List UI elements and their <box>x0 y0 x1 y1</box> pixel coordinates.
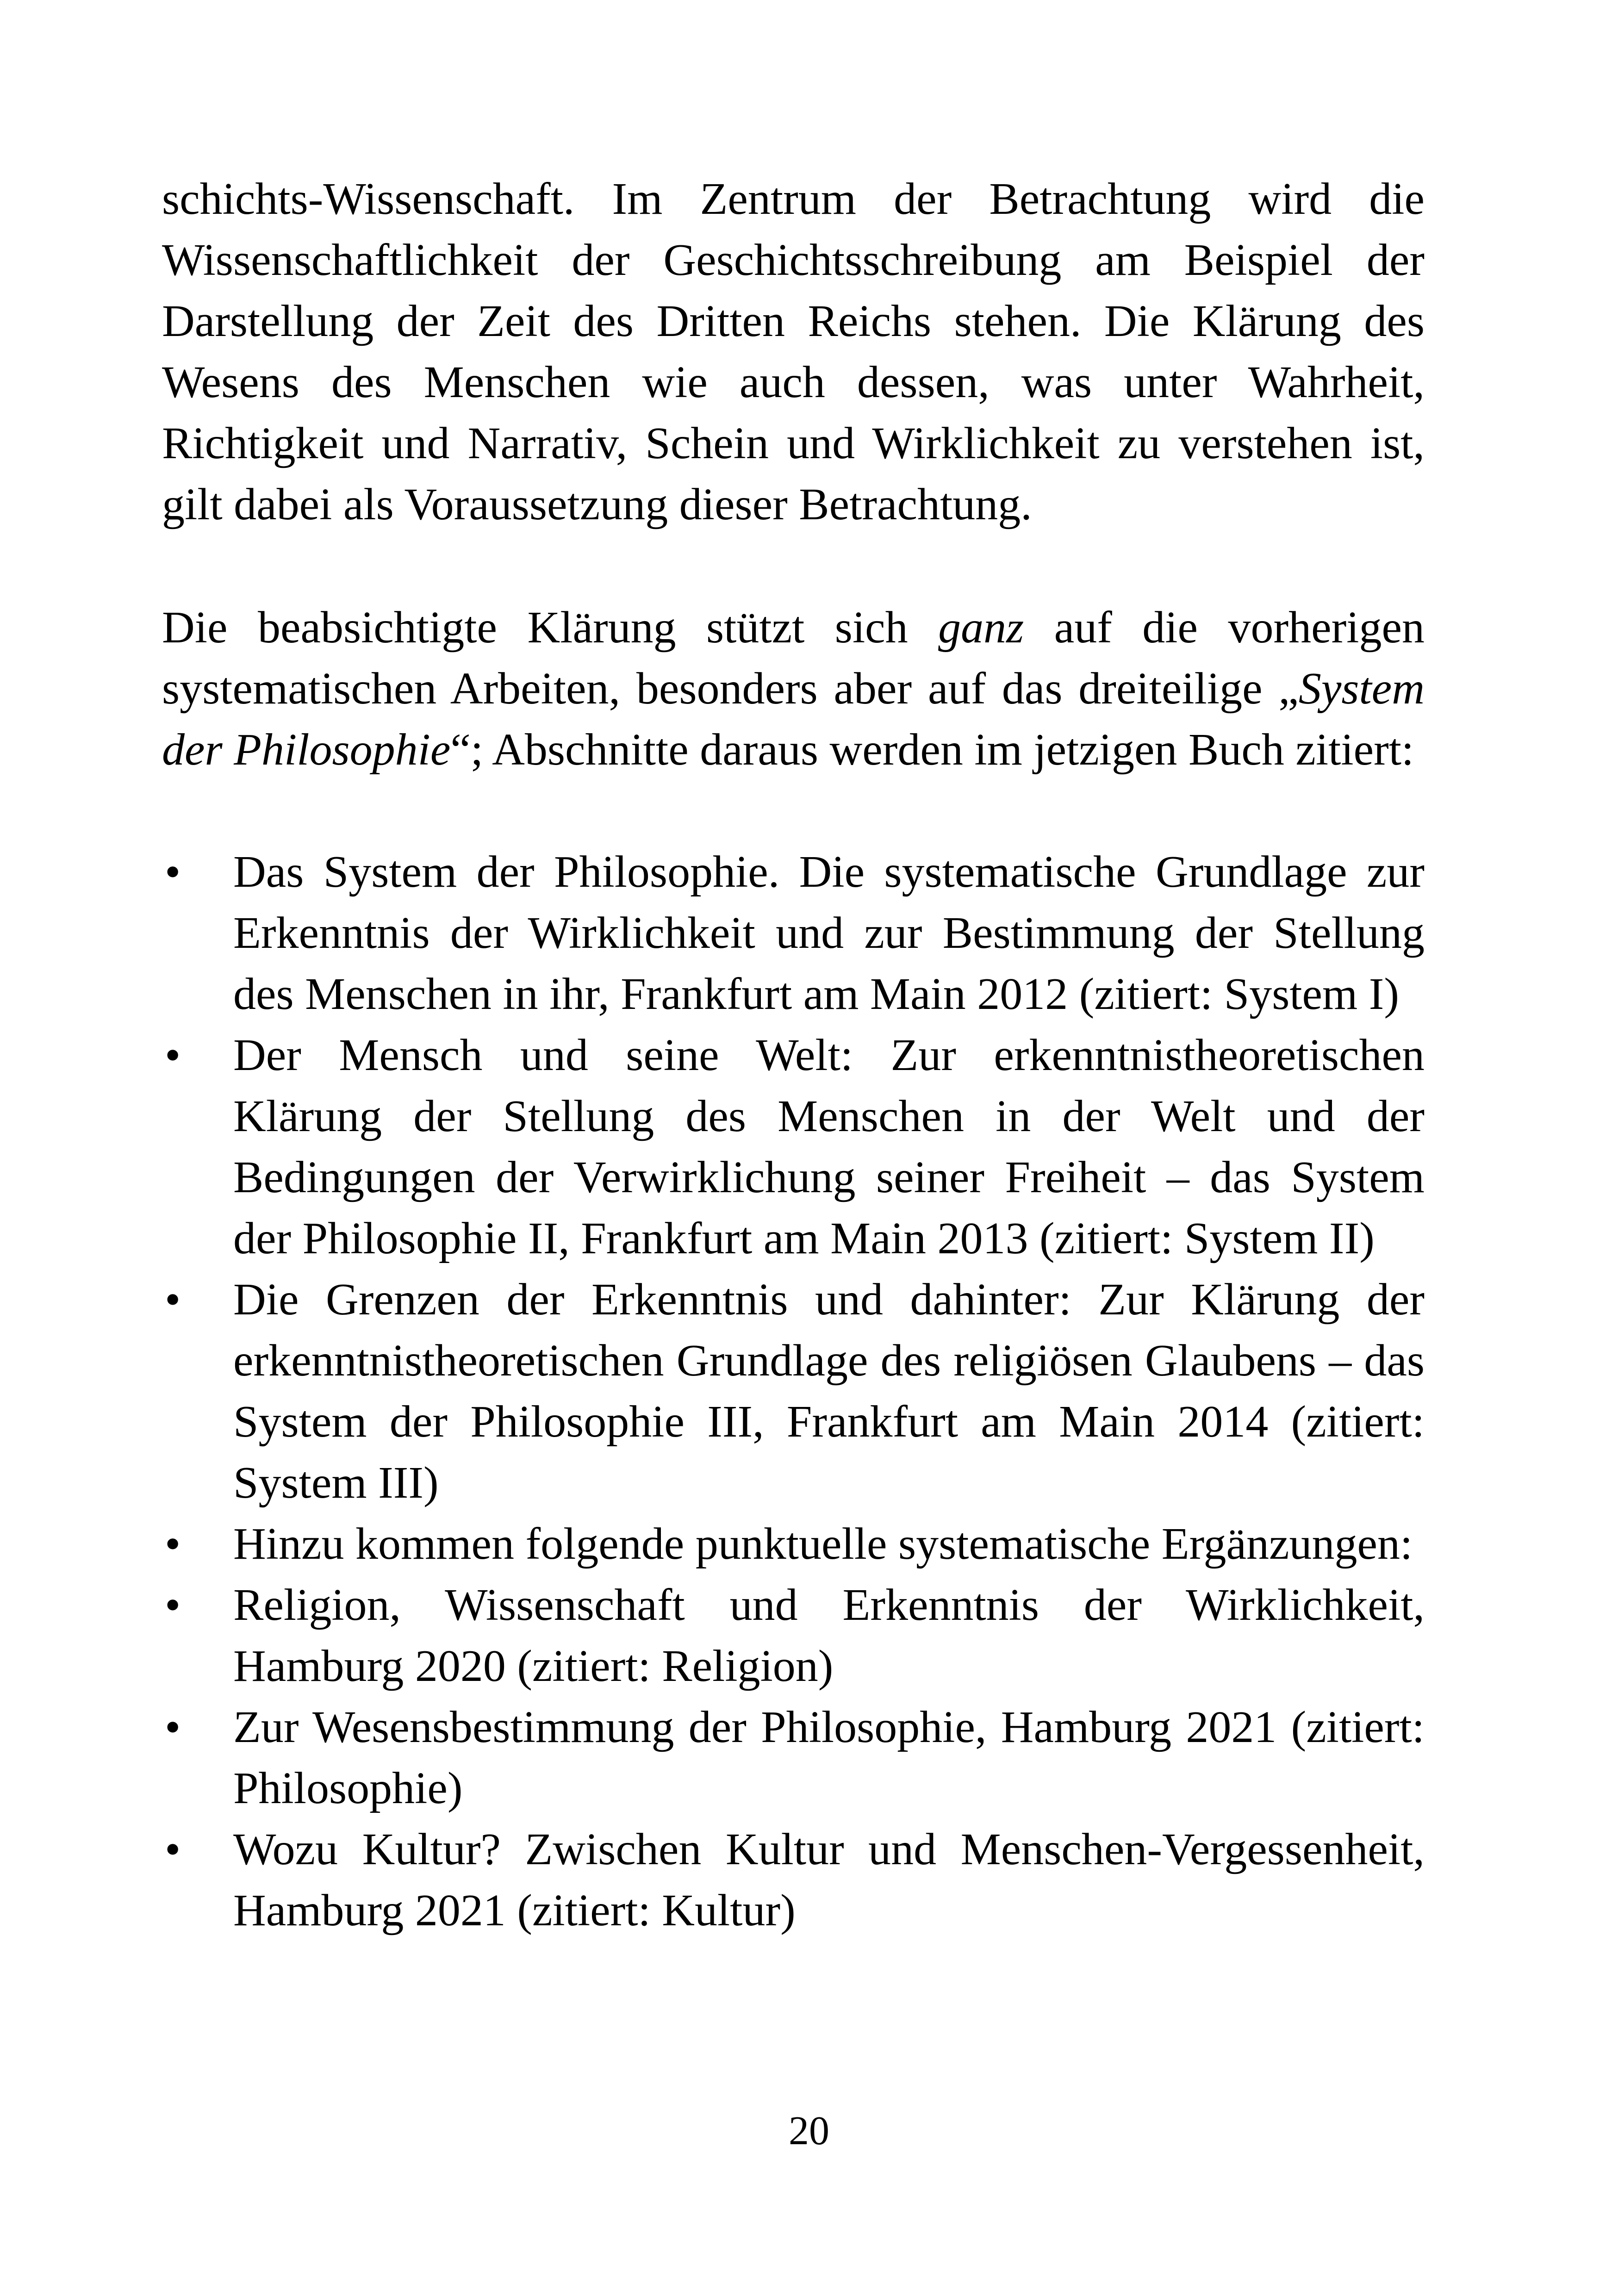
paragraph-intro <box>162 168 1425 535</box>
bullet-icon: • <box>165 847 181 897</box>
paragraph-sources-book-title: System der Philosophie <box>162 664 1425 775</box>
paragraph-sources <box>162 597 1425 780</box>
page-number: 20 <box>789 2109 829 2153</box>
list-item <box>162 1513 1425 1574</box>
reference-list <box>162 841 1425 1941</box>
bullet-icon: • <box>165 1519 181 1569</box>
bullet-icon: • <box>165 1275 181 1325</box>
paragraph-sources-part5: “; Abschnitte daraus werden im jetzigen Buch zitiert: <box>450 725 1414 775</box>
list-item <box>162 1269 1425 1513</box>
paragraph-sources-part1: Die beabsichtigte Klärung stützt sich <box>162 603 939 653</box>
list-item <box>162 1697 1425 1819</box>
list-item <box>162 1819 1425 1941</box>
list-item-text: Hinzu kommen folgende punktuelle systematische Ergänzungen: <box>233 1519 1413 1569</box>
list-item-text: Religion, Wissenschaft und Erkenntnis der Wirklichkeit, Hamburg 2020 (zitiert: Religion) <box>233 1580 1425 1691</box>
list-item <box>162 1025 1425 1269</box>
paragraph-sources-text <box>162 597 1425 780</box>
bullet-icon: • <box>165 1702 181 1752</box>
list-item-text: Die Grenzen der Erkenntnis und dahinter: Zur Klärung der erkenntnistheoretischen Grundlage des religiösen Glaubens – das System der Philosophie III, Frankfurt am Main 2014 (zitiert: System III) <box>233 1275 1425 1508</box>
list-item-text: Der Mensch und seine Welt: Zur erkenntnistheoretischen Klärung der Stellung des Menschen in der Welt und der Bedingungen der Verwirklichung seiner Freiheit – das System der Philosophie II, Frankfurt am Main 2013 (zitiert: System II) <box>233 1030 1425 1263</box>
paragraph-intro-text: schichts-Wissenschaft. Im Zentrum der Betrachtung wird die Wissenschaftlichkeit der Geschichtsschreibung am Beispiel der Darstellung der Zeit des Dritten Reichs stehen. Die Klärung des Wesens des Menschen wie auch dessen, was unter Wahrheit, Richtigkeit und Narrativ, Schein und Wirklichkeit zu verstehen ist, gilt dabei als Voraussetzung dieser Betrachtung. <box>162 174 1425 529</box>
list-item-text: Zur Wesensbestimmung der Philosophie, Hamburg 2021 (zitiert: Philosophie) <box>233 1702 1425 1813</box>
paragraph-sources-emphasis: ganz <box>938 603 1024 653</box>
list-item <box>162 841 1425 1025</box>
list-item-text: Das System der Philosophie. Die systematische Grundlage zur Erkenntnis der Wirklichkeit und zur Bestimmung der Stellung des Menschen in ihr, Frankfurt am Main 2012 (zitiert: System I) <box>233 847 1425 1019</box>
bullet-icon: • <box>165 1030 181 1080</box>
paragraph-sources-part3: auf die vorherigen systematischen Arbeiten, besonders aber auf das dreiteilige „ <box>162 603 1425 714</box>
bullet-icon: • <box>165 1580 181 1630</box>
bullet-icon: • <box>165 1824 181 1874</box>
list-item-text: Wozu Kultur? Zwischen Kultur und Menschen-Vergessenheit, Hamburg 2021 (zitiert: Kultur) <box>233 1824 1425 1935</box>
list-item <box>162 1574 1425 1697</box>
